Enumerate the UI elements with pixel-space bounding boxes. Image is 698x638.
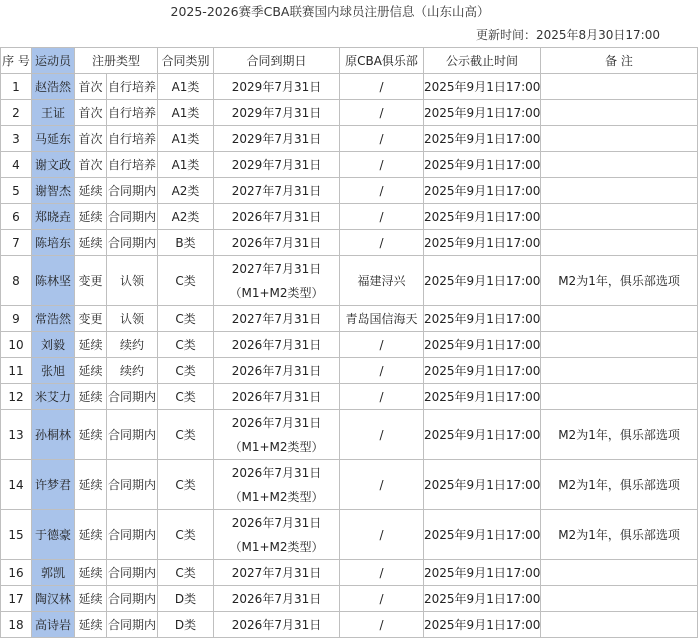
publicity-deadline: 2025年9月1日17:00 [424, 230, 541, 256]
registration-subtype: 合同期内 [107, 384, 158, 410]
remark [541, 126, 698, 152]
former-club: / [340, 384, 424, 410]
publicity-deadline: 2025年9月1日17:00 [424, 410, 541, 460]
contract-type: C类 [158, 256, 214, 306]
contract-type: B类 [158, 230, 214, 256]
contract-expiry [214, 410, 340, 460]
header-former-club: 原CBA俱乐部 [340, 48, 424, 74]
row-number: 10 [1, 332, 32, 358]
player-name: 陈林坚 [32, 256, 75, 306]
former-club: / [340, 510, 424, 560]
former-club: / [340, 152, 424, 178]
contract-type: C类 [158, 560, 214, 586]
publicity-deadline: 2025年9月1日17:00 [424, 510, 541, 560]
publicity-deadline: 2025年9月1日17:00 [424, 74, 541, 100]
contract-expiry-date: 2026年7月31日 [231, 415, 322, 430]
contract-expiry-date: 2029年7月31日 [231, 105, 322, 120]
registration-subtype: 合同期内 [107, 230, 158, 256]
table-row [1, 612, 698, 638]
player-name: 常浩然 [32, 306, 75, 332]
registration-subtype: 自行培养 [107, 100, 158, 126]
header-deadline: 公示截止时间 [424, 48, 541, 74]
contract-expiry-date: 2026年7月31日 [231, 209, 322, 224]
row-number: 4 [1, 152, 32, 178]
table-row [1, 384, 698, 410]
row-number: 2 [1, 100, 32, 126]
remark [541, 332, 698, 358]
contract-type: A2类 [158, 204, 214, 230]
contract-expiry [214, 126, 340, 152]
registration-subtype: 合同期内 [107, 510, 158, 560]
remark [541, 100, 698, 126]
contract-type: C类 [158, 306, 214, 332]
registration-subtype: 合同期内 [107, 560, 158, 586]
player-name: 张旭 [32, 358, 75, 384]
contract-type: A2类 [158, 178, 214, 204]
registration-subtype: 自行培养 [107, 152, 158, 178]
page-title: 2025-2026赛季CBA联赛国内球员注册信息（山东山高） [170, 4, 490, 19]
row-number: 15 [1, 510, 32, 560]
registration-subtype: 合同期内 [107, 178, 158, 204]
remark [541, 152, 698, 178]
contract-expiry [214, 178, 340, 204]
publicity-deadline: 2025年9月1日17:00 [424, 178, 541, 204]
former-club: / [340, 358, 424, 384]
row-number: 5 [1, 178, 32, 204]
table-row [1, 460, 698, 510]
row-number: 18 [1, 612, 32, 638]
remark: M2为1年，俱乐部选项 [541, 410, 698, 460]
former-club: / [340, 178, 424, 204]
publicity-deadline: 2025年9月1日17:00 [424, 100, 541, 126]
contract-expiry [214, 74, 340, 100]
registration-type: 首次 [75, 126, 107, 152]
contract-expiry [214, 256, 340, 306]
player-name: 郑晓垚 [32, 204, 75, 230]
former-club: / [340, 560, 424, 586]
contract-expiry [214, 358, 340, 384]
registration-subtype: 认领 [107, 256, 158, 306]
contract-expiry [214, 230, 340, 256]
registration-subtype: 合同期内 [107, 410, 158, 460]
remark: M2为1年，俱乐部选项 [541, 460, 698, 510]
remark [541, 358, 698, 384]
contract-expiry [214, 460, 340, 510]
player-name: 马延东 [32, 126, 75, 152]
contract-expiry-date: 2026年7月31日 [231, 617, 322, 632]
table-row [1, 256, 698, 306]
publicity-deadline: 2025年9月1日17:00 [424, 204, 541, 230]
registration-subtype: 自行培养 [107, 126, 158, 152]
registration-type: 首次 [75, 100, 107, 126]
table-header-row [1, 48, 698, 74]
table-row [1, 306, 698, 332]
table-row [1, 332, 698, 358]
contract-expiry-date: 2027年7月31日 [231, 261, 322, 276]
contract-expiry-date: 2026年7月31日 [231, 235, 322, 250]
publicity-deadline: 2025年9月1日17:00 [424, 384, 541, 410]
remark [541, 612, 698, 638]
table-row [1, 100, 698, 126]
contract-expiry [214, 612, 340, 638]
former-club: / [340, 410, 424, 460]
contract-expiry [214, 100, 340, 126]
registration-type: 延续 [75, 332, 107, 358]
registration-type: 首次 [75, 152, 107, 178]
remark [541, 560, 698, 586]
contract-expiry-type: （M1+M2类型） [229, 439, 324, 454]
table-row [1, 410, 698, 460]
table-row [1, 204, 698, 230]
header-player: 运动员 [32, 48, 75, 74]
registration-subtype: 合同期内 [107, 612, 158, 638]
contract-type: C类 [158, 460, 214, 510]
row-number: 1 [1, 74, 32, 100]
row-number: 6 [1, 204, 32, 230]
contract-type: A1类 [158, 152, 214, 178]
table-row [1, 178, 698, 204]
registration-type: 延续 [75, 204, 107, 230]
table-row [1, 126, 698, 152]
table-row [1, 586, 698, 612]
former-club: / [340, 612, 424, 638]
row-number: 8 [1, 256, 32, 306]
registration-subtype: 合同期内 [107, 204, 158, 230]
registration-type: 延续 [75, 460, 107, 510]
former-club: / [340, 230, 424, 256]
remark: M2为1年，俱乐部选项 [541, 256, 698, 306]
row-number: 3 [1, 126, 32, 152]
publicity-deadline: 2025年9月1日17:00 [424, 256, 541, 306]
registration-table [0, 47, 698, 638]
player-name: 谢智杰 [32, 178, 75, 204]
player-name: 郭凯 [32, 560, 75, 586]
contract-expiry [214, 152, 340, 178]
contract-expiry-date: 2026年7月31日 [231, 465, 322, 480]
registration-subtype: 认领 [107, 306, 158, 332]
registration-subtype: 合同期内 [107, 586, 158, 612]
header-contract-type: 合同类别 [158, 48, 214, 74]
publicity-deadline: 2025年9月1日17:00 [424, 612, 541, 638]
publicity-deadline: 2025年9月1日17:00 [424, 460, 541, 510]
former-club: / [340, 204, 424, 230]
registration-subtype: 合同期内 [107, 460, 158, 510]
header-reg-type: 注册类型 [75, 48, 158, 74]
player-name: 米艾力 [32, 384, 75, 410]
contract-expiry-date: 2026年7月31日 [231, 363, 322, 378]
contract-expiry-type: （M1+M2类型） [229, 285, 324, 300]
player-name: 陈培东 [32, 230, 75, 256]
former-club: / [340, 586, 424, 612]
contract-expiry [214, 586, 340, 612]
row-number: 9 [1, 306, 32, 332]
former-club: 福建浔兴 [340, 256, 424, 306]
table-row [1, 74, 698, 100]
registration-type: 延续 [75, 586, 107, 612]
contract-type: A1类 [158, 126, 214, 152]
remark [541, 586, 698, 612]
player-name: 赵浩然 [32, 74, 75, 100]
row-number: 14 [1, 460, 32, 510]
player-name: 于德豪 [32, 510, 75, 560]
registration-type: 变更 [75, 256, 107, 306]
remark [541, 204, 698, 230]
registration-type: 延续 [75, 560, 107, 586]
contract-expiry-type: （M1+M2类型） [229, 539, 324, 554]
registration-type: 延续 [75, 384, 107, 410]
row-number: 16 [1, 560, 32, 586]
contract-expiry [214, 510, 340, 560]
former-club: / [340, 100, 424, 126]
table-row [1, 358, 698, 384]
contract-expiry-date: 2026年7月31日 [231, 591, 322, 606]
player-name: 高诗岩 [32, 612, 75, 638]
player-name: 陶汉林 [32, 586, 75, 612]
contract-expiry-date: 2026年7月31日 [231, 337, 322, 352]
contract-expiry-date: 2027年7月31日 [231, 565, 322, 580]
contract-expiry-date: 2029年7月31日 [231, 131, 322, 146]
remark: M2为1年，俱乐部选项 [541, 510, 698, 560]
header-note: 备 注 [541, 48, 698, 74]
contract-expiry-date: 2026年7月31日 [231, 389, 322, 404]
publicity-deadline: 2025年9月1日17:00 [424, 126, 541, 152]
registration-type: 延续 [75, 612, 107, 638]
registration-subtype: 续约 [107, 358, 158, 384]
contract-type: C类 [158, 332, 214, 358]
update-time: 更新时间：2025年8月30日17:00 [475, 28, 660, 42]
contract-expiry [214, 560, 340, 586]
contract-expiry-date: 2029年7月31日 [231, 79, 322, 94]
contract-type: C类 [158, 358, 214, 384]
contract-expiry [214, 384, 340, 410]
registration-type: 变更 [75, 306, 107, 332]
contract-expiry-date: 2029年7月31日 [231, 157, 322, 172]
contract-expiry [214, 204, 340, 230]
row-number: 7 [1, 230, 32, 256]
publicity-deadline: 2025年9月1日17:00 [424, 560, 541, 586]
row-number: 17 [1, 586, 32, 612]
contract-type: A1类 [158, 100, 214, 126]
remark [541, 178, 698, 204]
row-number: 13 [1, 410, 32, 460]
remark [541, 230, 698, 256]
former-club: / [340, 460, 424, 510]
registration-subtype: 自行培养 [107, 74, 158, 100]
contract-expiry-date: 2027年7月31日 [231, 183, 322, 198]
publicity-deadline: 2025年9月1日17:00 [424, 586, 541, 612]
contract-expiry-date: 2026年7月31日 [231, 515, 322, 530]
former-club: 青岛国信海天 [340, 306, 424, 332]
former-club: / [340, 74, 424, 100]
contract-expiry-date: 2027年7月31日 [231, 311, 322, 326]
player-name: 孙桐林 [32, 410, 75, 460]
contract-type: A1类 [158, 74, 214, 100]
publicity-deadline: 2025年9月1日17:00 [424, 152, 541, 178]
contract-type: C类 [158, 410, 214, 460]
contract-expiry [214, 306, 340, 332]
header-no: 序 号 [1, 48, 32, 74]
registration-type: 延续 [75, 410, 107, 460]
row-number: 11 [1, 358, 32, 384]
registration-type: 延续 [75, 358, 107, 384]
remark [541, 74, 698, 100]
remark [541, 306, 698, 332]
former-club: / [340, 126, 424, 152]
contract-type: D类 [158, 586, 214, 612]
table-row [1, 230, 698, 256]
player-name: 王证 [32, 100, 75, 126]
publicity-deadline: 2025年9月1日17:00 [424, 332, 541, 358]
contract-expiry-type: （M1+M2类型） [229, 489, 324, 504]
player-name: 许梦君 [32, 460, 75, 510]
remark [541, 384, 698, 410]
registration-type: 延续 [75, 230, 107, 256]
contract-type: D类 [158, 612, 214, 638]
header-expiry: 合同到期日 [214, 48, 340, 74]
contract-type: C类 [158, 510, 214, 560]
registration-subtype: 续约 [107, 332, 158, 358]
player-name: 刘毅 [32, 332, 75, 358]
registration-type: 延续 [75, 510, 107, 560]
former-club: / [340, 332, 424, 358]
contract-expiry [214, 332, 340, 358]
registration-type: 首次 [75, 74, 107, 100]
contract-type: C类 [158, 384, 214, 410]
row-number: 12 [1, 384, 32, 410]
publicity-deadline: 2025年9月1日17:00 [424, 358, 541, 384]
registration-type: 延续 [75, 178, 107, 204]
player-name: 谢文政 [32, 152, 75, 178]
table-row [1, 560, 698, 586]
table-row [1, 510, 698, 560]
table-row [1, 152, 698, 178]
publicity-deadline: 2025年9月1日17:00 [424, 306, 541, 332]
